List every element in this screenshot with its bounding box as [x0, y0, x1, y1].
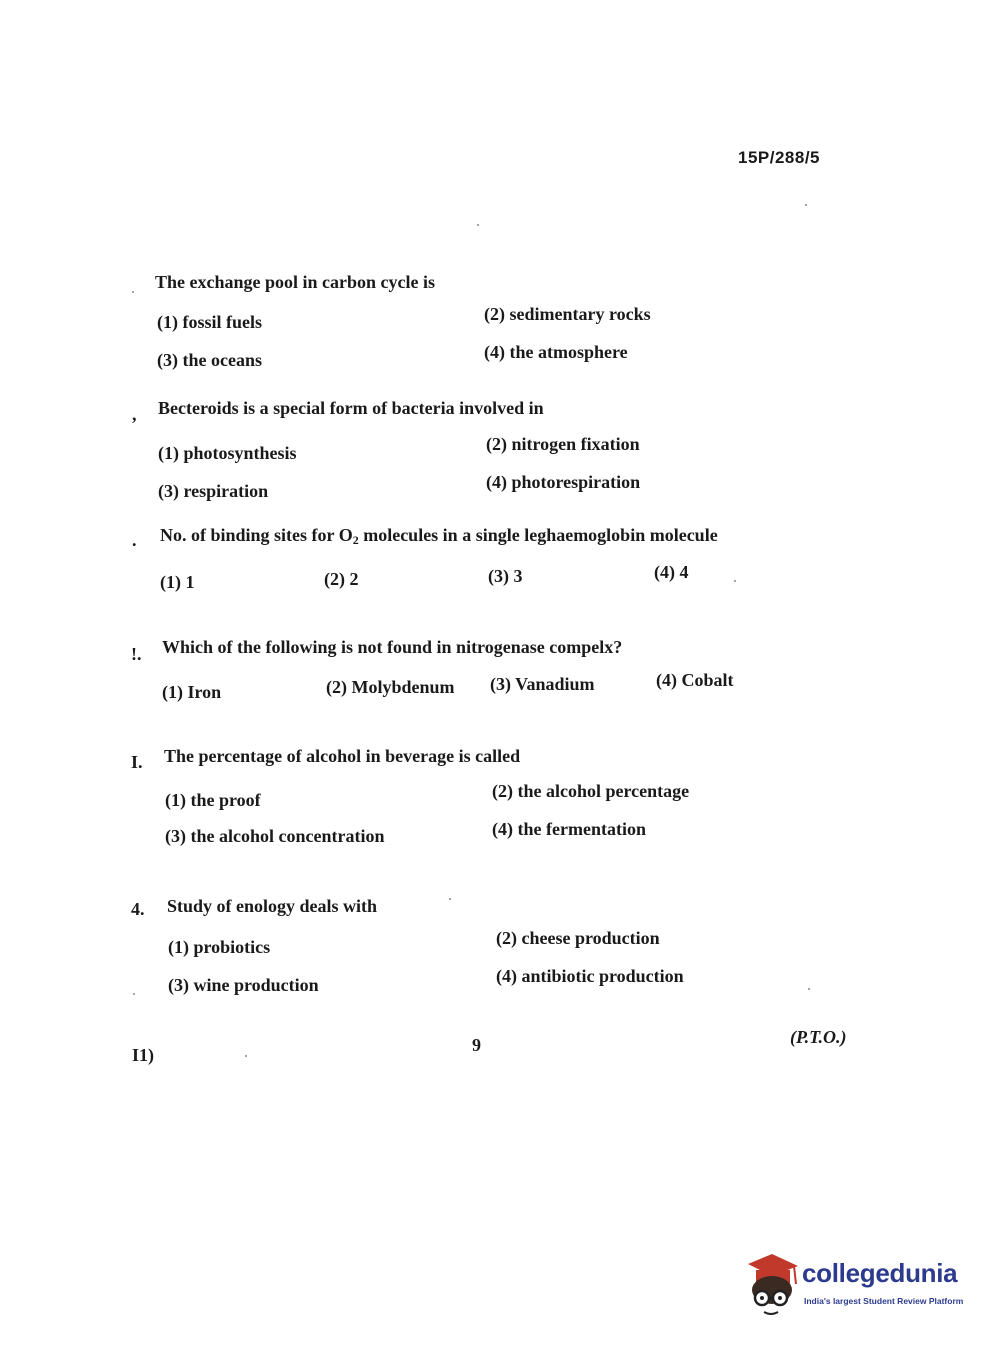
option-3: (3) the alcohol concentration	[165, 826, 385, 846]
option-3: (3) 3	[488, 566, 523, 586]
scan-speck	[808, 988, 810, 990]
logo-tagline: India's largest Student Review Platform	[804, 1296, 964, 1306]
scan-speck	[477, 224, 479, 226]
option-1: (1) photosynthesis	[158, 443, 297, 463]
question-number: ,	[132, 404, 137, 424]
option-3: (3) Vanadium	[490, 674, 595, 694]
scan-speck	[132, 291, 134, 293]
question-text: Which of the following is not found in nitrogenase compelx?	[162, 637, 623, 657]
question-text: Study of enology deals with	[167, 896, 378, 916]
scan-speck	[805, 204, 807, 206]
option-4: (4) the fermentation	[492, 819, 646, 839]
question-number: 4.	[131, 899, 145, 919]
option-4: (4) 4	[654, 562, 689, 582]
question-number: .	[132, 530, 137, 550]
option-2: (2) sedimentary rocks	[484, 304, 651, 324]
option-2: (2) cheese production	[496, 928, 660, 948]
option-2: (2) Molybdenum	[326, 677, 455, 697]
pto-label: (P.T.O.)	[790, 1027, 847, 1047]
option-2: (2) the alcohol percentage	[492, 781, 690, 801]
option-2: (2) 2	[324, 569, 359, 589]
footer-mark: I1)	[132, 1045, 154, 1065]
option-3: (3) wine production	[168, 975, 319, 995]
question-number: I.	[131, 752, 143, 772]
option-1: (1) the proof	[165, 790, 261, 810]
question-text: No. of binding sites for $O_2$ molecules in a single leghaemoglobin molecule	[160, 525, 718, 547]
scan-speck	[133, 993, 135, 995]
scan-speck	[245, 1055, 247, 1057]
option-4: (4) antibiotic production	[496, 966, 684, 986]
question-text: The exchange pool in carbon cycle is	[155, 272, 435, 292]
graduate-mascot-icon	[742, 1250, 802, 1320]
option-4: (4) Cobalt	[656, 670, 734, 690]
paper-code: 15P/288/5	[738, 148, 821, 167]
option-4: (4) the atmosphere	[484, 342, 628, 362]
option-3: (3) respiration	[158, 481, 269, 501]
option-3: (3) the oceans	[157, 350, 262, 370]
scan-speck	[734, 580, 736, 582]
logo-wordmark: collegedunia	[802, 1258, 958, 1288]
question-number: !.	[131, 644, 142, 664]
question-text: The percentage of alcohol in beverage is called	[164, 746, 521, 766]
option-4: (4) photorespiration	[486, 472, 641, 492]
question-text: Becteroids is a special form of bacteria involved in	[158, 398, 544, 418]
page-number: 9	[472, 1035, 481, 1055]
option-1: (1) Iron	[162, 682, 222, 702]
option-1: (1) fossil fuels	[157, 312, 262, 332]
option-2: (2) nitrogen fixation	[486, 434, 640, 454]
option-1: (1) probiotics	[168, 937, 271, 957]
option-1: (1) 1	[160, 572, 195, 592]
collegedunia-logo	[742, 1250, 972, 1320]
scan-speck	[449, 898, 451, 900]
